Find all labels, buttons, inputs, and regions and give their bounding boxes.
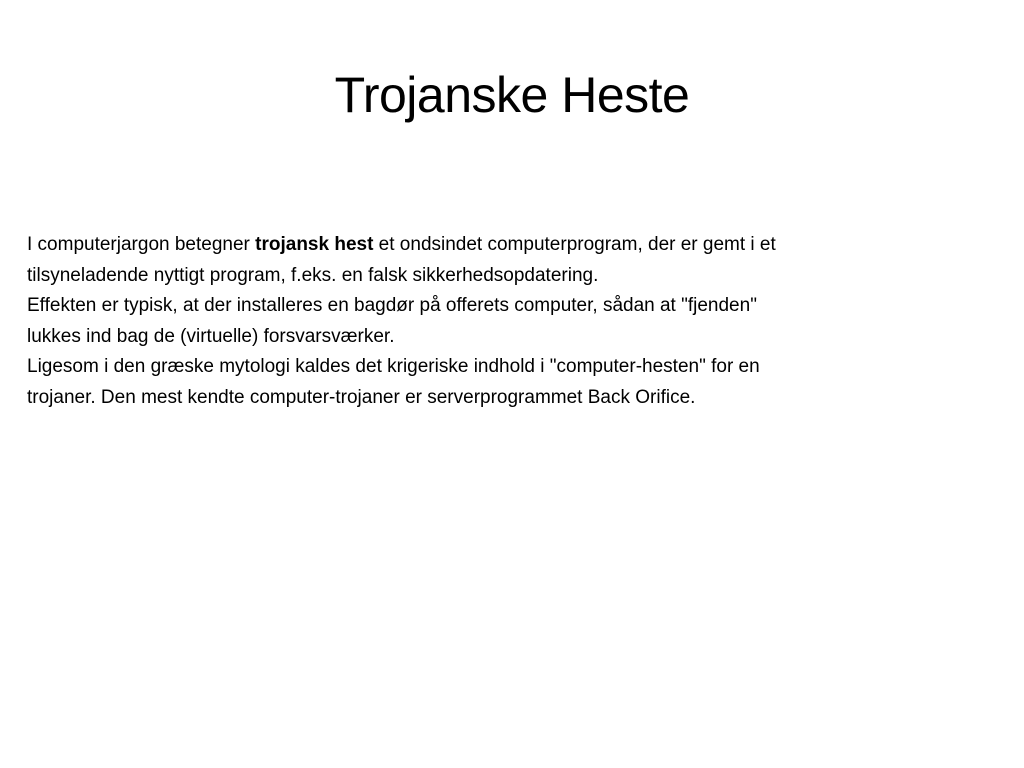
paragraph-2-line-1: Effekten er typisk, at der installeres en bagdør på offerets computer, sådan at "fjenden" (27, 295, 757, 316)
paragraph-1-line-1 (27, 234, 776, 255)
paragraph-1 (27, 230, 987, 291)
slide-body (27, 230, 987, 413)
paragraph-3-line-1: Ligesom i den græske mytologi kaldes det krigeriske indhold i "computer-hesten" for en (27, 356, 760, 377)
paragraph-1-term: trojansk hest (255, 234, 374, 255)
paragraph-1-rest: et ondsindet computerprogram, der er gemt i et (373, 234, 776, 255)
paragraph-3 (27, 352, 987, 413)
slide-title: Trojanske Heste (334, 67, 690, 123)
paragraph-3-line-2: trojaner. Den mest kendte computer-trojaner er serverprogrammet Back Orifice. (27, 386, 696, 408)
paragraph-1-line-2: tilsyneladende nyttigt program, f.eks. en falsk sikkerhedsopdatering. (27, 264, 599, 286)
paragraph-2 (27, 291, 987, 352)
paragraph-1-intro: I computerjargon betegner (27, 234, 256, 255)
paragraph-2-line-2: lukkes ind bag de (virtuelle) forsvarsværker. (27, 325, 395, 347)
